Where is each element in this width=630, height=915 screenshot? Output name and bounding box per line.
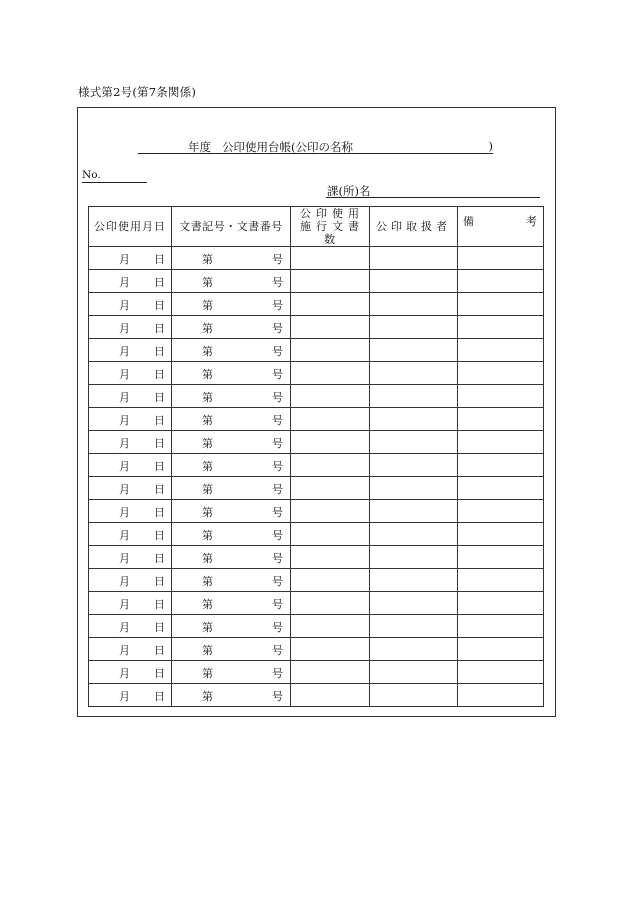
dai-label: 第 bbox=[202, 690, 213, 703]
header-doc-count-line2: 施行文書数 bbox=[300, 220, 364, 246]
month-label: 月 bbox=[119, 483, 130, 496]
go-label: 号 bbox=[272, 644, 283, 657]
doc-count-cell[interactable] bbox=[291, 592, 370, 615]
doc-count-cell[interactable] bbox=[291, 523, 370, 546]
remarks-cell[interactable] bbox=[458, 477, 544, 500]
table-row bbox=[89, 523, 544, 546]
table-row bbox=[89, 316, 544, 339]
date-cell[interactable] bbox=[89, 569, 172, 592]
handler-cell[interactable] bbox=[370, 431, 458, 454]
table-row bbox=[89, 408, 544, 431]
day-label: 日 bbox=[154, 667, 165, 680]
day-label: 日 bbox=[154, 253, 165, 266]
table-row bbox=[89, 454, 544, 477]
doc-number-cell[interactable] bbox=[172, 592, 291, 615]
month-label: 月 bbox=[119, 598, 130, 611]
doc-count-cell[interactable] bbox=[291, 385, 370, 408]
handler-cell[interactable] bbox=[370, 408, 458, 431]
doc-count-cell[interactable] bbox=[291, 408, 370, 431]
doc-count-cell[interactable] bbox=[291, 247, 370, 270]
doc-number-cell[interactable] bbox=[172, 500, 291, 523]
remarks-cell[interactable] bbox=[458, 615, 544, 638]
go-label: 号 bbox=[272, 414, 283, 427]
go-label: 号 bbox=[272, 437, 283, 450]
date-cell[interactable] bbox=[89, 615, 172, 638]
handler-cell[interactable] bbox=[370, 523, 458, 546]
doc-number-cell[interactable] bbox=[172, 661, 291, 684]
doc-number-cell[interactable] bbox=[172, 569, 291, 592]
doc-count-cell[interactable] bbox=[291, 293, 370, 316]
date-cell[interactable] bbox=[89, 684, 172, 707]
title-year: 年度 bbox=[188, 140, 211, 154]
doc-number-cell[interactable] bbox=[172, 477, 291, 500]
handler-cell[interactable] bbox=[370, 500, 458, 523]
go-label: 号 bbox=[272, 391, 283, 404]
day-label: 日 bbox=[154, 506, 165, 519]
handler-cell[interactable] bbox=[370, 638, 458, 661]
handler-cell[interactable] bbox=[370, 247, 458, 270]
handler-cell[interactable] bbox=[370, 454, 458, 477]
date-cell[interactable] bbox=[89, 293, 172, 316]
dai-label: 第 bbox=[202, 667, 213, 680]
remarks-cell[interactable] bbox=[458, 523, 544, 546]
date-cell[interactable] bbox=[89, 592, 172, 615]
month-label: 月 bbox=[119, 276, 130, 289]
dai-label: 第 bbox=[202, 598, 213, 611]
remarks-cell[interactable] bbox=[458, 661, 544, 684]
dai-label: 第 bbox=[202, 575, 213, 588]
table-row bbox=[89, 569, 544, 592]
date-cell[interactable] bbox=[89, 638, 172, 661]
date-cell[interactable] bbox=[89, 339, 172, 362]
doc-number-cell[interactable] bbox=[172, 454, 291, 477]
month-label: 月 bbox=[119, 575, 130, 588]
table-row bbox=[89, 615, 544, 638]
day-label: 日 bbox=[154, 690, 165, 703]
handler-cell[interactable] bbox=[370, 270, 458, 293]
header-doc-count bbox=[291, 207, 370, 247]
go-label: 号 bbox=[272, 299, 283, 312]
table-row bbox=[89, 477, 544, 500]
doc-count-cell[interactable] bbox=[291, 362, 370, 385]
doc-number-cell[interactable] bbox=[172, 408, 291, 431]
doc-count-cell[interactable] bbox=[291, 431, 370, 454]
handler-cell[interactable] bbox=[370, 362, 458, 385]
header-handler: 公印取扱者 bbox=[370, 207, 458, 247]
day-label: 日 bbox=[154, 345, 165, 358]
go-label: 号 bbox=[272, 552, 283, 565]
date-cell[interactable] bbox=[89, 661, 172, 684]
department-field bbox=[326, 184, 540, 198]
dai-label: 第 bbox=[202, 621, 213, 634]
go-label: 号 bbox=[272, 345, 283, 358]
go-label: 号 bbox=[272, 483, 283, 496]
header-doc-number: 文書記号・文書番号 bbox=[172, 207, 291, 247]
day-label: 日 bbox=[154, 621, 165, 634]
ledger-title bbox=[138, 139, 493, 154]
table-row bbox=[89, 247, 544, 270]
dai-label: 第 bbox=[202, 253, 213, 266]
table-row bbox=[89, 270, 544, 293]
remarks-cell[interactable] bbox=[458, 638, 544, 661]
day-label: 日 bbox=[154, 299, 165, 312]
remarks-cell[interactable] bbox=[458, 385, 544, 408]
doc-number-cell[interactable] bbox=[172, 431, 291, 454]
dai-label: 第 bbox=[202, 368, 213, 381]
go-label: 号 bbox=[272, 460, 283, 473]
month-label: 月 bbox=[119, 552, 130, 565]
table-row bbox=[89, 546, 544, 569]
day-label: 日 bbox=[154, 437, 165, 450]
handler-cell[interactable] bbox=[370, 661, 458, 684]
month-label: 月 bbox=[119, 368, 130, 381]
doc-number-cell[interactable] bbox=[172, 270, 291, 293]
dai-label: 第 bbox=[202, 483, 213, 496]
number-label: No. bbox=[82, 169, 101, 181]
remarks-cell[interactable] bbox=[458, 339, 544, 362]
doc-number-cell[interactable] bbox=[172, 362, 291, 385]
doc-count-cell[interactable] bbox=[291, 546, 370, 569]
month-label: 月 bbox=[119, 322, 130, 335]
remarks-cell[interactable] bbox=[458, 500, 544, 523]
ledger-table bbox=[88, 206, 544, 707]
date-cell[interactable] bbox=[89, 546, 172, 569]
number-field bbox=[82, 170, 147, 183]
table-row bbox=[89, 385, 544, 408]
go-label: 号 bbox=[272, 322, 283, 335]
doc-number-cell[interactable] bbox=[172, 684, 291, 707]
dai-label: 第 bbox=[202, 644, 213, 657]
doc-number-cell[interactable] bbox=[172, 523, 291, 546]
handler-cell[interactable] bbox=[370, 339, 458, 362]
doc-number-cell[interactable] bbox=[172, 615, 291, 638]
doc-number-cell[interactable] bbox=[172, 638, 291, 661]
month-label: 月 bbox=[119, 345, 130, 358]
handler-cell[interactable] bbox=[370, 615, 458, 638]
dai-label: 第 bbox=[202, 552, 213, 565]
day-label: 日 bbox=[154, 598, 165, 611]
table-row bbox=[89, 339, 544, 362]
date-cell[interactable] bbox=[89, 270, 172, 293]
table-row bbox=[89, 638, 544, 661]
remarks-cell[interactable] bbox=[458, 592, 544, 615]
day-label: 日 bbox=[154, 276, 165, 289]
month-label: 月 bbox=[119, 253, 130, 266]
day-label: 日 bbox=[154, 529, 165, 542]
table-row bbox=[89, 661, 544, 684]
remarks-cell[interactable] bbox=[458, 408, 544, 431]
date-cell[interactable] bbox=[89, 362, 172, 385]
dai-label: 第 bbox=[202, 391, 213, 404]
table-row bbox=[89, 592, 544, 615]
month-label: 月 bbox=[119, 690, 130, 703]
go-label: 号 bbox=[272, 253, 283, 266]
month-label: 月 bbox=[119, 299, 130, 312]
handler-cell[interactable] bbox=[370, 316, 458, 339]
date-cell[interactable] bbox=[89, 454, 172, 477]
month-label: 月 bbox=[119, 460, 130, 473]
doc-number-cell[interactable] bbox=[172, 293, 291, 316]
handler-cell[interactable] bbox=[370, 546, 458, 569]
month-label: 月 bbox=[119, 437, 130, 450]
remarks-cell[interactable] bbox=[458, 293, 544, 316]
date-cell[interactable] bbox=[89, 523, 172, 546]
handler-cell[interactable] bbox=[370, 293, 458, 316]
day-label: 日 bbox=[154, 483, 165, 496]
date-cell[interactable] bbox=[89, 477, 172, 500]
table-row bbox=[89, 362, 544, 385]
month-label: 月 bbox=[119, 391, 130, 404]
remarks-cell[interactable] bbox=[458, 546, 544, 569]
doc-count-cell[interactable] bbox=[291, 500, 370, 523]
doc-count-cell[interactable] bbox=[291, 615, 370, 638]
handler-cell[interactable] bbox=[370, 569, 458, 592]
remarks-cell[interactable] bbox=[458, 362, 544, 385]
dai-label: 第 bbox=[202, 437, 213, 450]
handler-cell[interactable] bbox=[370, 385, 458, 408]
go-label: 号 bbox=[272, 621, 283, 634]
doc-number-cell[interactable] bbox=[172, 247, 291, 270]
table-row bbox=[89, 293, 544, 316]
title-close-paren: ) bbox=[488, 139, 493, 153]
date-cell[interactable] bbox=[89, 385, 172, 408]
day-label: 日 bbox=[154, 460, 165, 473]
go-label: 号 bbox=[272, 506, 283, 519]
month-label: 月 bbox=[119, 621, 130, 634]
month-label: 月 bbox=[119, 667, 130, 680]
doc-count-cell[interactable] bbox=[291, 454, 370, 477]
date-cell[interactable] bbox=[89, 431, 172, 454]
go-label: 号 bbox=[272, 575, 283, 588]
remarks-cell[interactable] bbox=[458, 431, 544, 454]
go-label: 号 bbox=[272, 529, 283, 542]
header-remarks-2: 考 bbox=[526, 215, 537, 228]
table-row bbox=[89, 684, 544, 707]
doc-number-cell[interactable] bbox=[172, 316, 291, 339]
day-label: 日 bbox=[154, 552, 165, 565]
dai-label: 第 bbox=[202, 414, 213, 427]
doc-count-cell[interactable] bbox=[291, 638, 370, 661]
doc-count-cell[interactable] bbox=[291, 569, 370, 592]
title-ledger: 公印使用台帳(公印の名称 bbox=[222, 140, 353, 154]
dai-label: 第 bbox=[202, 460, 213, 473]
table-header-row bbox=[89, 207, 544, 247]
doc-count-cell[interactable] bbox=[291, 661, 370, 684]
remarks-cell[interactable] bbox=[458, 684, 544, 707]
doc-number-cell[interactable] bbox=[172, 546, 291, 569]
doc-count-cell[interactable] bbox=[291, 270, 370, 293]
header-date: 公印使用月日 bbox=[89, 207, 172, 247]
header-remarks bbox=[458, 207, 544, 247]
dai-label: 第 bbox=[202, 276, 213, 289]
day-label: 日 bbox=[154, 644, 165, 657]
header-doc-count-line1: 公印使用 bbox=[300, 207, 364, 220]
ledger-body bbox=[89, 247, 544, 707]
remarks-cell[interactable] bbox=[458, 247, 544, 270]
date-cell[interactable] bbox=[89, 316, 172, 339]
date-cell[interactable] bbox=[89, 247, 172, 270]
table-row bbox=[89, 431, 544, 454]
month-label: 月 bbox=[119, 529, 130, 542]
day-label: 日 bbox=[154, 575, 165, 588]
day-label: 日 bbox=[154, 391, 165, 404]
dai-label: 第 bbox=[202, 529, 213, 542]
month-label: 月 bbox=[119, 506, 130, 519]
month-label: 月 bbox=[119, 644, 130, 657]
doc-count-cell[interactable] bbox=[291, 316, 370, 339]
date-cell[interactable] bbox=[89, 500, 172, 523]
doc-count-cell[interactable] bbox=[291, 684, 370, 707]
doc-count-cell[interactable] bbox=[291, 339, 370, 362]
go-label: 号 bbox=[272, 368, 283, 381]
table-row bbox=[89, 500, 544, 523]
day-label: 日 bbox=[154, 322, 165, 335]
doc-number-cell[interactable] bbox=[172, 339, 291, 362]
month-label: 月 bbox=[119, 414, 130, 427]
dai-label: 第 bbox=[202, 345, 213, 358]
remarks-cell[interactable] bbox=[458, 569, 544, 592]
form-label: 様式第2号(第7条関係) bbox=[78, 85, 197, 99]
handler-cell[interactable] bbox=[370, 592, 458, 615]
handler-cell[interactable] bbox=[370, 684, 458, 707]
go-label: 号 bbox=[272, 690, 283, 703]
go-label: 号 bbox=[272, 276, 283, 289]
header-remarks-1: 備 bbox=[463, 215, 474, 228]
date-cell[interactable] bbox=[89, 408, 172, 431]
remarks-cell[interactable] bbox=[458, 270, 544, 293]
dai-label: 第 bbox=[202, 299, 213, 312]
handler-cell[interactable] bbox=[370, 477, 458, 500]
day-label: 日 bbox=[154, 414, 165, 427]
doc-number-cell[interactable] bbox=[172, 385, 291, 408]
remarks-cell[interactable] bbox=[458, 316, 544, 339]
go-label: 号 bbox=[272, 667, 283, 680]
dai-label: 第 bbox=[202, 506, 213, 519]
go-label: 号 bbox=[272, 598, 283, 611]
doc-count-cell[interactable] bbox=[291, 477, 370, 500]
day-label: 日 bbox=[154, 368, 165, 381]
dai-label: 第 bbox=[202, 322, 213, 335]
remarks-cell[interactable] bbox=[458, 454, 544, 477]
department-label: 課(所)名 bbox=[327, 184, 371, 198]
